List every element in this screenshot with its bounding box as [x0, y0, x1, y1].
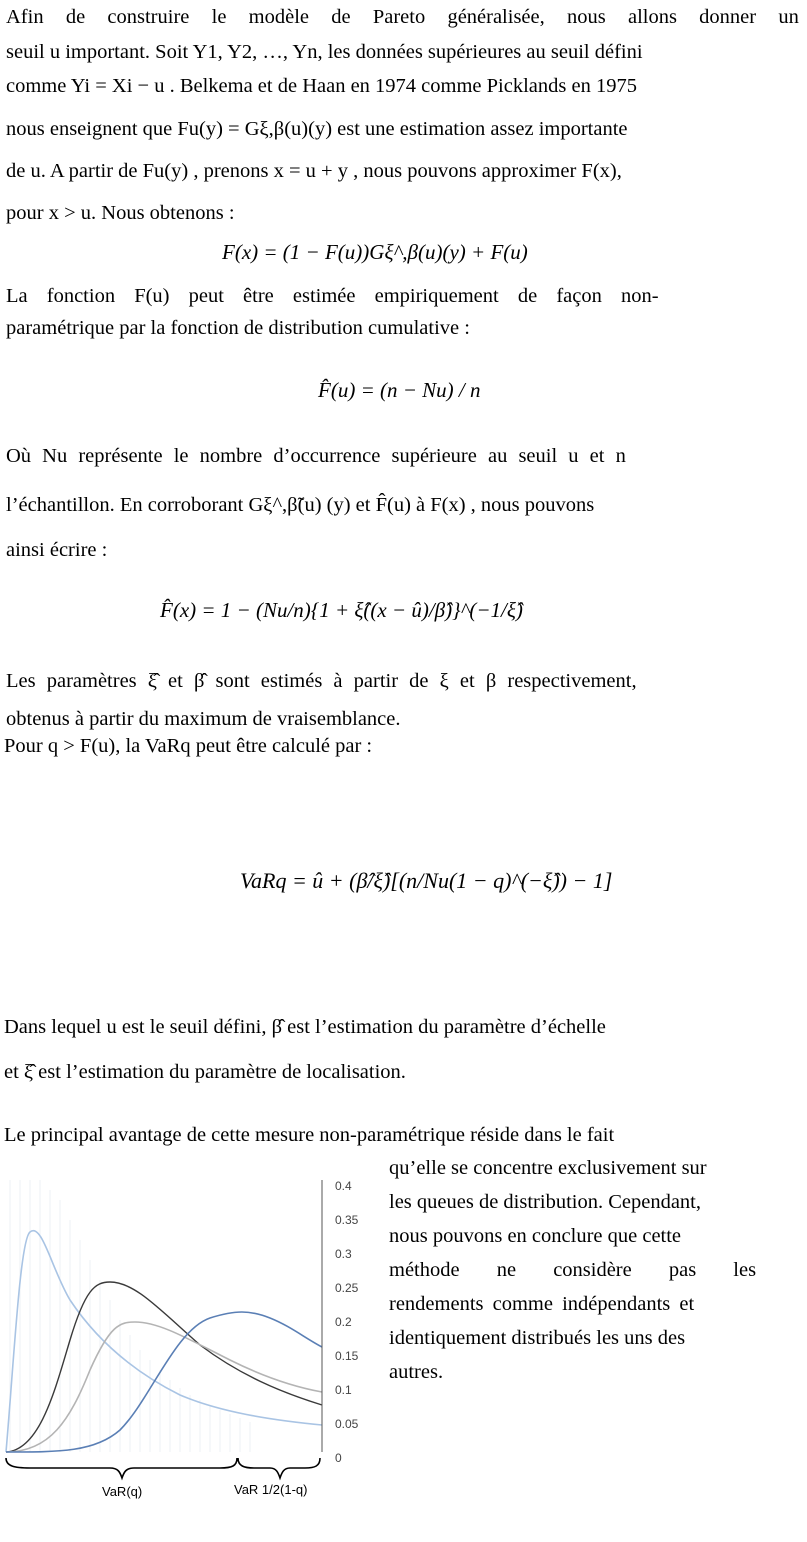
para6-r3: nous pouvons en conclure que cette: [389, 1225, 682, 1247]
distribution-svg: [0, 1160, 380, 1510]
equation-1: F(x) = (1 − F(u))Gξ^,β(u)(y) + F(u): [222, 240, 528, 264]
brace-label-var-q: VaR(q): [102, 1484, 143, 1499]
curve-blue: [6, 1312, 322, 1452]
para5-line2: et ξ̂ est l’estimation du paramètre de localisation.: [4, 1061, 406, 1083]
y-tick-0.2: 0.2: [335, 1315, 352, 1329]
para2-line1: La fonction F(u) peut être estimée empiriquement de façon non-: [6, 285, 659, 307]
y-tick-0.25: 0.25: [335, 1281, 359, 1295]
equation-4: VaRq = û + (β̂/ξ̂)[(n/Nu(1 − q)^(−ξ̂)) − 1]: [240, 868, 613, 893]
para3-line1: Où Nu représente le nombre d’occurrence supérieure au seuil u et n: [6, 445, 626, 467]
para6-r5: rendements comme indépendants et: [389, 1293, 695, 1315]
equation-2: F̂(u) = (n − Nu) / n: [318, 378, 481, 402]
y-tick-0.3: 0.3: [335, 1247, 352, 1261]
para1-line3: comme Yi = Xi − u . Belkema et de Haan en 1974 comme Picklands en 1975: [6, 75, 637, 97]
para6-r1: qu’elle se concentre exclusivement sur: [389, 1157, 707, 1179]
brace-label-var-half: VaR 1/2(1-q): [234, 1482, 308, 1497]
y-tick-0.05: 0.05: [335, 1417, 359, 1431]
para6-wrapped: [389, 1155, 799, 1393]
var-heading: Pour q > F(u), la VaRq peut être calculé par :: [4, 735, 373, 757]
para4-line2: obtenus à partir du maximum de vraisemblance.: [6, 708, 401, 730]
para6-line1: Le principal avantage de cette mesure non-paramétrique réside dans le fait: [4, 1124, 615, 1146]
y-tick-0: 0: [335, 1451, 342, 1465]
equation-3: F̂(x) = 1 − (Nu/n){1 + ξ̂((x − û)/β̂)}^(−1/ξ̂): [160, 598, 523, 622]
distribution-figure: [0, 1160, 380, 1510]
brace-var-q: [6, 1458, 237, 1478]
para1-line2: seuil u important. Soit Y1, Y2, …, Yn, les données supérieures au seuil défini: [6, 41, 643, 63]
y-tick-0.4: 0.4: [335, 1179, 352, 1193]
para3-line2: l’échantillon. En corroborant Gξ^,β̃(u) (y) et F̂(u) à F(x) , nous pouvons: [6, 494, 595, 516]
para6-r2: les queues de distribution. Cependant,: [389, 1191, 701, 1213]
para4-line1: Les paramètres ξ̂ et β̂ sont estimés à partir de ξ et β respectivement,: [6, 670, 637, 692]
para1-line1: Afin de construire le modèle de Pareto généralisée, nous allons donner un: [6, 6, 799, 28]
y-tick-0.35: 0.35: [335, 1213, 359, 1227]
para2-line2: paramétrique par la fonction de distribution cumulative :: [6, 317, 470, 339]
para6-r7: autres.: [389, 1361, 444, 1383]
para1-line5: de u. A partir de Fu(y) , prenons x = u + y , nous pouvons approximer F(x),: [6, 160, 622, 182]
curve-light-blue: [6, 1231, 322, 1452]
y-tick-0.15: 0.15: [335, 1349, 359, 1363]
para3-line3: ainsi écrire :: [6, 539, 108, 561]
para6-r4: méthode ne considère pas les: [389, 1259, 757, 1281]
para1-line6: pour x > u. Nous obtenons :: [6, 202, 235, 224]
brace-var-half: [238, 1458, 320, 1478]
para6-r6: identiquement distribués les uns des: [389, 1327, 686, 1349]
para5-line1: Dans lequel u est le seuil défini, β̂ est l’estimation du paramètre d’échelle: [4, 1016, 606, 1038]
para1-line4: nous enseignent que Fu(y) = Gξ,β(u)(y) est une estimation assez importante: [6, 118, 628, 140]
y-tick-0.1: 0.1: [335, 1383, 352, 1397]
